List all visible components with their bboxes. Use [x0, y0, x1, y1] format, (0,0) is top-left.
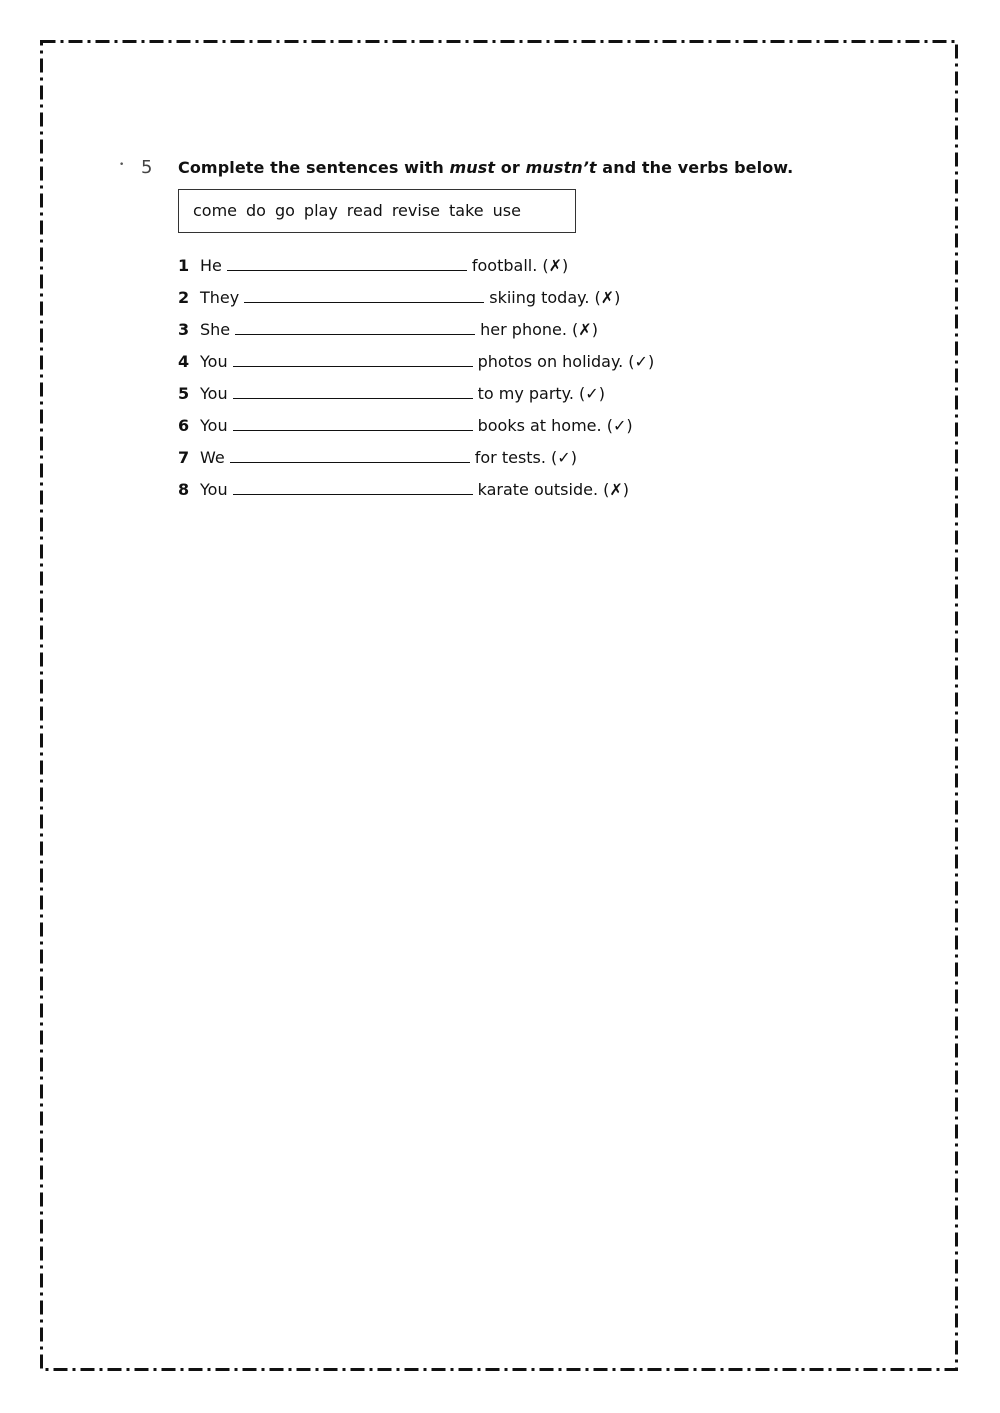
- sentence-number: 7: [178, 448, 190, 467]
- sentence-row: [178, 446, 654, 478]
- sentence-ending: her phone. (: [480, 320, 579, 339]
- sentence-number: 1: [178, 256, 190, 275]
- answer-blank[interactable]: [233, 478, 473, 495]
- sentence-ending: football. (: [471, 256, 549, 275]
- page-border: [40, 40, 958, 1371]
- instruction-part: or: [495, 158, 526, 177]
- sentence-list: [178, 254, 654, 510]
- check-mark-icon: ✓: [585, 384, 599, 403]
- closing-paren: ): [647, 352, 655, 371]
- sentence-number: 5: [178, 384, 190, 403]
- word-box-word: use: [492, 201, 521, 220]
- answer-blank[interactable]: [230, 446, 470, 463]
- sentence-ending: skiing today. (: [489, 288, 601, 307]
- dash-dot-border: [40, 40, 958, 1371]
- word-box: [178, 189, 576, 233]
- instruction-part: Complete the sentences with: [178, 158, 450, 177]
- answer-blank[interactable]: [233, 350, 473, 367]
- sentence-row: [178, 254, 654, 286]
- sentence-number: 3: [178, 320, 190, 339]
- word-box-word: play: [303, 201, 338, 220]
- instruction-part: must: [449, 158, 496, 177]
- cross-mark-icon: ✗: [600, 288, 615, 307]
- instruction: [178, 158, 793, 177]
- word-box-word: come: [193, 201, 238, 220]
- answer-blank[interactable]: [233, 414, 473, 431]
- sentence-ending: to my party. (: [477, 384, 586, 403]
- closing-paren: ): [626, 416, 633, 435]
- check-mark-icon: ✓: [612, 416, 627, 435]
- sentence-ending: photos on holiday. (: [477, 352, 635, 371]
- sentence-subject: They: [200, 288, 240, 307]
- sentence-number: 4: [178, 352, 190, 371]
- sentence-ending: for tests. (: [474, 448, 558, 467]
- closing-paren: ): [562, 256, 569, 275]
- closing-paren: ): [622, 480, 630, 499]
- answer-blank[interactable]: [235, 318, 475, 335]
- instruction-part: and the verbs below.: [596, 158, 794, 177]
- closing-paren: ): [614, 288, 621, 307]
- answer-blank[interactable]: [233, 382, 473, 399]
- sentence-subject: We: [200, 448, 225, 467]
- sentence-subject: You: [200, 352, 228, 371]
- sentence-row: [178, 350, 654, 382]
- closing-paren: ): [598, 384, 605, 403]
- sentence-subject: He: [200, 256, 222, 275]
- check-mark-icon: ✓: [634, 352, 648, 371]
- sentence-row: [178, 318, 654, 350]
- check-mark-icon: ✓: [557, 448, 571, 467]
- cross-mark-icon: ✗: [609, 480, 623, 499]
- word-box-word: do: [246, 201, 266, 220]
- closing-paren: ): [591, 320, 598, 339]
- sentence-subject: She: [200, 320, 231, 339]
- sentence-row: [178, 414, 654, 446]
- sentence-ending: books at home. (: [477, 416, 613, 435]
- cross-mark-icon: ✗: [578, 320, 592, 339]
- word-box-word: revise: [391, 201, 440, 220]
- sentence-row: [178, 286, 654, 318]
- word-box-word: take: [449, 201, 484, 220]
- answer-blank[interactable]: [227, 254, 467, 271]
- instruction-part: mustn’t: [525, 158, 597, 177]
- exercise-number: 5: [141, 157, 153, 178]
- cross-mark-icon: ✗: [548, 256, 563, 275]
- sentence-subject: You: [200, 480, 228, 499]
- answer-blank[interactable]: [244, 286, 484, 303]
- sentence-number: 2: [178, 288, 190, 307]
- sentence-number: 8: [178, 480, 190, 499]
- sentence-row: [178, 382, 654, 414]
- word-box-word: read: [346, 201, 383, 220]
- sentence-subject: You: [200, 416, 228, 435]
- sentence-row: [178, 478, 654, 510]
- word-box-word: go: [274, 201, 295, 220]
- sentence-ending: karate outside. (: [477, 480, 610, 499]
- closing-paren: ): [570, 448, 577, 467]
- sentence-subject: You: [200, 384, 228, 403]
- bullet-dot: •: [119, 160, 125, 170]
- sentence-number: 6: [178, 416, 190, 435]
